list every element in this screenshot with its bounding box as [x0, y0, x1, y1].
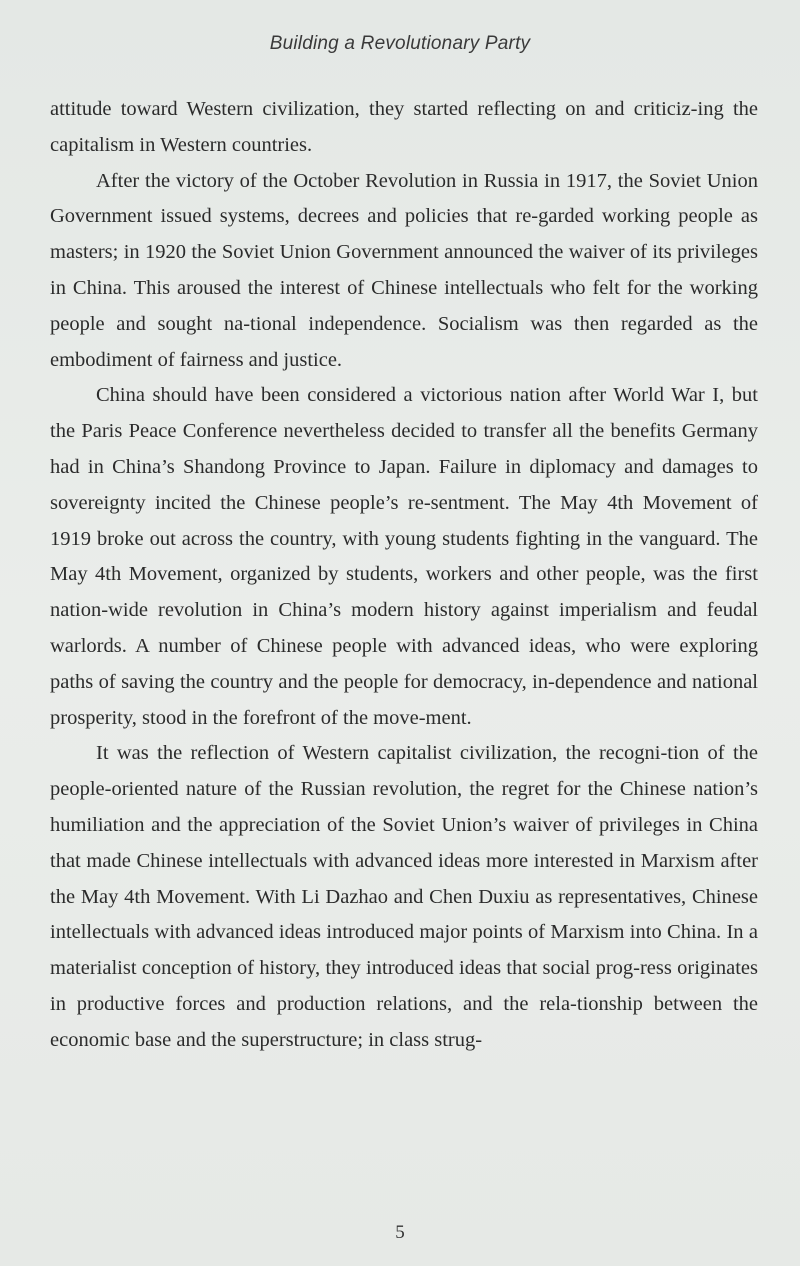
running-head: Building a Revolutionary Party [269, 33, 531, 54]
paragraph-october-revolution: After the victory of the October Revolution in Russia in 1917, the Soviet Union Government issued systems, decrees and policies that re-garded working people as masters; in 1920 the Soviet Union Government announced the waiver of its privileges in China. This aroused the interest of Chinese intellectuals who felt for the working people and sought na-tional independence. Socialism was then regarded as the embodiment of fairness and justice. [50, 169, 758, 371]
page-number: 5 [395, 1222, 405, 1243]
paragraph-marxism-introduction: It was the reflection of Western capitalist civilization, the recogni-tion of the people-oriented nature of the Russian revolution, the regret for the Chinese nation’s humiliation and the appreciation of the Soviet Union’s waiver of privileges in China that made Chinese intellectuals with advanced ideas more interested in Marxism after the May 4th Movement. With Li Dazhao and Chen Duxiu as representatives, Chinese intellectuals with advanced ideas introduced major points of Marxism into China. In a materialist conception of history, they introduced ideas that social prog-ress originates in productive forces and production relations, and the rela-tionship between the economic base and the superstructure; in class strug- [50, 742, 758, 1051]
paragraph-may-4th-movement: China should have been considered a victorious nation after World War I, but the Paris Peace Conference nevertheless decided to transfer all the benefits Germany had in China’s Shandong Province to Japan. Failure in diplomacy and damages to sovereignty incited the Chinese people’s re-sentment. The May 4th Movement of 1919 broke out across the country, with young students fighting in the vanguard. The May 4th Movement, organized by students, workers and other people, was the first nation-wide revolution in China’s modern history against imperialism and feudal warlords. A number of Chinese people with advanced ideas, who were exploring paths of saving the country and the people for democracy, in-dependence and national prosperity, stood in the forefront of the move-ment. [50, 384, 758, 729]
paragraph-continued: attitude toward Western civilization, they started reflecting on and criticiz-ing the capitalism in Western countries. [50, 98, 758, 156]
body-text [50, 92, 758, 1059]
